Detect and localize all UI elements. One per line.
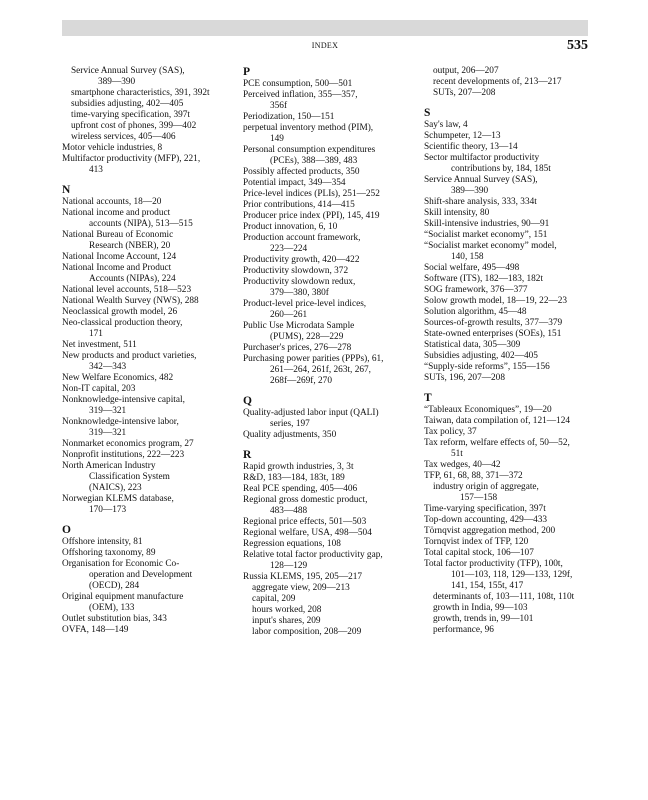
index-entry-line: Product-level price-level indices,	[243, 299, 367, 309]
index-entry	[243, 528, 419, 539]
section-letter-p: P	[243, 66, 251, 78]
index-entry-line: National income and product	[62, 208, 171, 218]
index-subentry	[424, 614, 590, 625]
index-entry-line: Total factor productivity (TFP), 100t,	[424, 559, 563, 569]
index-entry	[243, 222, 419, 233]
index-entry	[424, 131, 590, 142]
section-letter-o: O	[62, 524, 71, 536]
index-entry-line: National Wealth Survey (NWS), 288	[62, 296, 199, 306]
index-entry-line: 483—488	[270, 506, 308, 516]
index-entry	[243, 572, 419, 583]
index-entry-line: Relative total factor productivity gap,	[243, 550, 383, 560]
index-entry-line: Productivity growth, 420—422	[243, 255, 360, 265]
index-subentry	[243, 616, 419, 627]
index-entry-line: upfront cost of phones, 399—402	[71, 121, 197, 131]
index-entry	[424, 515, 590, 526]
index-entry	[424, 438, 590, 460]
index-entry-line: “Socialist market economy” model,	[424, 241, 557, 251]
index-entry	[62, 439, 238, 450]
index-entry	[424, 559, 590, 592]
index-entry	[62, 318, 238, 340]
index-entry	[424, 208, 590, 219]
index-entry-line: Total capital stock, 106—107	[424, 548, 534, 558]
running-head	[62, 38, 588, 58]
index-entry-line: performance, 96	[433, 625, 494, 635]
index-entry	[243, 178, 419, 189]
index-entry-line: series, 197	[270, 419, 310, 429]
index-entry-line: Sector multifactor productivity	[424, 153, 540, 163]
index-entry-line: Non-IT capital, 203	[62, 384, 136, 394]
index-entry-line: (PCEs), 388—389, 483	[270, 156, 358, 166]
page-number: 535	[567, 38, 588, 53]
index-entry	[62, 230, 238, 252]
index-entry-line: subsidies adjusting, 402—405	[71, 99, 184, 109]
section-letter-n: N	[62, 184, 71, 196]
index-entry-line: Public Use Microdata Sample	[243, 321, 355, 331]
index-entry-line: wireless services, 405—406	[71, 132, 176, 142]
index-entry-line: Multifactor productivity (MFP), 221,	[62, 154, 201, 164]
index-entry-line: 157—158	[460, 493, 498, 503]
section-letter-q: Q	[243, 395, 252, 407]
index-entry-line: Norwegian KLEMS database,	[62, 494, 174, 504]
index-entry	[243, 484, 419, 495]
index-entry-line: Sources-of-growth results, 377—379	[424, 318, 563, 328]
index-entry	[62, 285, 238, 296]
index-entry-line: Periodization, 150—151	[243, 112, 335, 122]
index-entry	[62, 614, 238, 625]
index-entry-line: Perceived inflation, 355—357,	[243, 90, 358, 100]
index-subentry	[243, 594, 419, 605]
index-entry	[424, 318, 590, 329]
index-entry	[62, 351, 238, 373]
index-subentry	[424, 66, 590, 77]
index-entry-line: 101—103, 118, 129—133, 129f,	[451, 570, 573, 580]
index-entry	[62, 296, 238, 307]
index-entry-line: Neo-classical production theory,	[62, 318, 183, 328]
index-entry-line: contributions by, 184, 185t	[451, 164, 551, 174]
index-entry-line: Service Annual Survey (SAS),	[71, 66, 185, 76]
index-entry	[62, 143, 238, 154]
index-entry	[424, 296, 590, 307]
index-entry-line: Statistical data, 305—309	[424, 340, 521, 350]
index-entry	[243, 462, 419, 473]
index-subentry	[62, 66, 238, 88]
index-entry-line: National Bureau of Economic	[62, 230, 174, 240]
index-entry	[243, 266, 419, 277]
index-entry-line: National accounts, 18—20	[62, 197, 162, 207]
index-entry-line: time-varying specification, 397t	[71, 110, 191, 120]
index-entry-line: perpetual inventory method (PIM),	[243, 123, 374, 133]
section-letter-s: S	[424, 107, 431, 119]
index-entry-line: Russia KLEMS, 195, 205—217	[243, 572, 363, 582]
index-subentry	[243, 605, 419, 616]
index-entry	[243, 90, 419, 112]
index-entry-line: 389—390	[98, 77, 136, 87]
index-entry-line: Tax reform, welfare effects of, 50—52,	[424, 438, 570, 448]
index-entry-line: Price-level indices (PLIs), 251—252	[243, 189, 380, 199]
index-entry	[424, 548, 590, 559]
index-entry-line: North American Industry	[62, 461, 156, 471]
index-entry-line: New products and product varieties,	[62, 351, 197, 361]
index-entry-line: 170—173	[89, 505, 127, 515]
index-entry	[62, 340, 238, 351]
index-entry-line: operation and Development	[89, 570, 193, 580]
index-entry	[243, 145, 419, 167]
index-entry	[243, 167, 419, 178]
index-entry-line: Research (NBER), 20	[89, 241, 171, 251]
index-entry	[424, 416, 590, 427]
index-entry-line: (OEM), 133	[89, 603, 135, 613]
index-entry-line: State-owned enterprises (SOEs), 151	[424, 329, 562, 339]
index-entry-line: Scientific theory, 13—14	[424, 142, 518, 152]
index-entry-line: 223—224	[270, 244, 308, 254]
index-entry-line: 389—390	[451, 186, 489, 196]
index-entry-line: 261—264, 261f, 263t, 267,	[270, 365, 371, 375]
index-entry-line: Shift-share analysis, 333, 334t	[424, 197, 537, 207]
index-entry-line: Nonknowledge-intensive capital,	[62, 395, 185, 405]
index-entry	[62, 494, 238, 516]
index-entry	[424, 120, 590, 131]
index-entry	[62, 252, 238, 263]
index-entry	[62, 625, 238, 636]
index-entry-line: Solow growth model, 18—19, 22—23	[424, 296, 568, 306]
index-entry	[424, 263, 590, 274]
index-entry	[243, 550, 419, 572]
index-subentry	[424, 482, 590, 504]
index-entry	[424, 405, 590, 416]
index-entry-line: Skill-intensive industries, 90—91	[424, 219, 550, 229]
index-entry	[62, 461, 238, 494]
index-entry-line: 356f	[270, 101, 288, 111]
index-entry-line: R&D, 183—184, 183t, 189	[243, 473, 345, 483]
index-entry-line: National level accounts, 518—523	[62, 285, 192, 295]
index-entry-line: Software (ITS), 182—183, 182t	[424, 274, 544, 284]
index-entry-line: New Welfare Economics, 482	[62, 373, 174, 383]
index-entry	[62, 307, 238, 318]
index-entry	[243, 473, 419, 484]
index-entry	[424, 526, 590, 537]
index-entry	[243, 299, 419, 321]
index-entry-line: 379—380, 380f	[270, 288, 329, 298]
index-entry-line: Personal consumption expenditures	[243, 145, 376, 155]
index-entry-line: 260—261	[270, 310, 308, 320]
index-entry	[243, 354, 419, 387]
index-entry-line: 141, 154, 155t, 417	[451, 581, 524, 591]
index-entry-line: Production account framework,	[243, 233, 361, 243]
index-entry-line: Organisation for Economic Co-	[62, 559, 180, 569]
index-entry-line: Tax policy, 37	[424, 427, 477, 437]
index-entry-line: 342—343	[89, 362, 127, 372]
index-entry-line: “Tableaux Economiques”, 19—20	[424, 405, 552, 415]
index-entry	[424, 307, 590, 318]
index-entry-line: Offshoring taxonomy, 89	[62, 548, 156, 558]
index-entry	[62, 384, 238, 395]
index-entry	[62, 537, 238, 548]
index-subentry	[424, 592, 590, 603]
index-column-3	[424, 66, 590, 636]
index-entry-line: recent developments of, 213—217	[433, 77, 562, 87]
index-entry-line: Product innovation, 6, 10	[243, 222, 338, 232]
header-bar	[62, 20, 588, 36]
index-entry	[243, 255, 419, 266]
index-subentry	[243, 583, 419, 594]
index-subentry	[62, 99, 238, 110]
index-entry	[62, 450, 238, 461]
index-entry	[424, 274, 590, 285]
index-entry-line: 319—321	[89, 428, 127, 438]
index-entry	[243, 408, 419, 430]
index-entry	[243, 517, 419, 528]
index-entry	[424, 219, 590, 230]
running-head-title: INDEX	[311, 41, 339, 50]
index-column-1	[62, 66, 238, 636]
index-column-2	[243, 66, 419, 638]
index-entry-line: Rapid growth industries, 3, 3t	[243, 462, 354, 472]
index-entry-line: 149	[270, 134, 284, 144]
index-entry-line: Social welfare, 495—498	[424, 263, 520, 273]
index-entry	[243, 343, 419, 354]
index-entry-line: Original equipment manufacture	[62, 592, 184, 602]
index-entry-line: 413	[89, 165, 103, 175]
index-entry-line: Schumpeter, 12—13	[424, 131, 501, 141]
index-entry-line: 51t	[451, 449, 463, 459]
index-subentry	[62, 88, 238, 99]
index-entry-line: Taiwan, data compilation of, 121—124	[424, 416, 570, 426]
index-entry	[62, 197, 238, 208]
index-entry-line: Nonknowledge-intensive labor,	[62, 417, 179, 427]
index-entry	[62, 592, 238, 614]
index-entry	[424, 153, 590, 175]
index-entry-line: Purchasing power parities (PPPs), 61,	[243, 354, 384, 364]
index-entry	[62, 263, 238, 285]
index-entry-line: Potential impact, 349—354	[243, 178, 346, 188]
index-entry-line: “Supply-side reforms”, 155—156	[424, 362, 550, 372]
index-entry-line: Classification System	[89, 472, 170, 482]
index-entry-line: smartphone characteristics, 391, 392t	[71, 88, 210, 98]
index-entry-line: industry origin of aggregate,	[433, 482, 539, 492]
index-entry-line: Regional price effects, 501—503	[243, 517, 367, 527]
index-entry-line: Outlet substitution bias, 343	[62, 614, 167, 624]
index-entry-line: Producer price index (PPI), 145, 419	[243, 211, 380, 221]
section-letter-r: R	[243, 449, 252, 461]
index-entry-line: (NAICS), 223	[89, 483, 142, 493]
index-entry-line: Real PCE spending, 405—406	[243, 484, 358, 494]
index-entry-line: Motor vehicle industries, 8	[62, 143, 163, 153]
index-entry-line: 140, 158	[451, 252, 484, 262]
index-entry	[62, 417, 238, 439]
index-entry	[424, 351, 590, 362]
index-entry	[62, 154, 238, 176]
index-entry-line: Top-down accounting, 429—433	[424, 515, 548, 525]
index-entry	[243, 321, 419, 343]
index-entry-line: capital, 209	[252, 594, 296, 604]
index-entry-line: TFP, 61, 68, 88, 371—372	[424, 471, 523, 481]
index-entry	[243, 79, 419, 90]
index-entry-line: PCE consumption, 500—501	[243, 79, 353, 89]
index-entry-line: Quality-adjusted labor input (QALI)	[243, 408, 379, 418]
index-entry-line: Time-varying specification, 397t	[424, 504, 546, 514]
index-entry	[62, 208, 238, 230]
index-entry	[243, 211, 419, 222]
index-subentry	[424, 88, 590, 99]
index-entry-line: Solution algorithm, 45—48	[424, 307, 527, 317]
index-entry	[424, 537, 590, 548]
index-entry-line: Tornqvist index of TFP, 120	[424, 537, 529, 547]
index-entry-line: determinants of, 103—111, 108t, 110t	[433, 592, 575, 602]
index-entry	[62, 373, 238, 384]
index-entry	[424, 373, 590, 384]
index-entry	[243, 200, 419, 211]
index-subentry	[62, 110, 238, 121]
index-entry-line: Productivity slowdown redux,	[243, 277, 356, 287]
index-entry-line: hours worked, 208	[252, 605, 322, 615]
index-entry	[243, 277, 419, 299]
index-entry	[424, 504, 590, 515]
index-entry-line: (OECD), 284	[89, 581, 140, 591]
index-entry-line: Quality adjustments, 350	[243, 430, 337, 440]
index-entry	[243, 123, 419, 145]
index-entry-line: Törnqvist aggregation method, 200	[424, 526, 556, 536]
index-subentry	[62, 132, 238, 143]
index-entry	[243, 233, 419, 255]
index-entry-line: aggregate view, 209—213	[252, 583, 350, 593]
index-entry	[424, 175, 590, 197]
index-subentry	[62, 121, 238, 132]
index-entry-line: Regional gross domestic product,	[243, 495, 368, 505]
index-entry-line: Nonmarket economics program, 27	[62, 439, 194, 449]
index-entry	[424, 362, 590, 373]
index-subentry	[424, 603, 590, 614]
index-entry-line: 268f—269f, 270	[270, 376, 332, 386]
index-entry	[62, 548, 238, 559]
index-entry-line: labor composition, 208—209	[252, 627, 362, 637]
index-entry-line: Tax wedges, 40—42	[424, 460, 501, 470]
index-entry-line: “Socialist market economy”, 151	[424, 230, 548, 240]
index-entry-line: 171	[89, 329, 103, 339]
index-entry	[243, 112, 419, 123]
index-entry	[424, 460, 590, 471]
index-entry	[424, 285, 590, 296]
index-entry-line: accounts (NIPA), 513—515	[89, 219, 193, 229]
index-entry-line: Productivity slowdown, 372	[243, 266, 349, 276]
index-entry-line: Prior contributions, 414—415	[243, 200, 355, 210]
index-entry	[424, 340, 590, 351]
index-entry	[424, 471, 590, 482]
index-entry	[62, 395, 238, 417]
index-entry-line: Skill intensity, 80	[424, 208, 490, 218]
index-entry	[243, 495, 419, 517]
index-entry-line: National Income Account, 124	[62, 252, 177, 262]
index-entry-line: SUTs, 196, 207—208	[424, 373, 505, 383]
index-entry-line: Nonprofit institutions, 222—223	[62, 450, 185, 460]
index-entry-line: growth in India, 99—103	[433, 603, 528, 613]
index-entry	[424, 142, 590, 153]
index-subentry	[424, 625, 590, 636]
index-entry-line: growth, trends in, 99—101	[433, 614, 534, 624]
index-entry	[243, 430, 419, 441]
index-entry	[424, 241, 590, 263]
index-entry-line: Possibly affected products, 350	[243, 167, 360, 177]
index-entry-line: 319—321	[89, 406, 127, 416]
index-entry	[62, 559, 238, 592]
index-entry	[424, 230, 590, 241]
index-entry-line: SUTs, 207—208	[433, 88, 496, 98]
index-entry-line: SOG framework, 376—377	[424, 285, 528, 295]
index-subentry	[424, 77, 590, 88]
section-letter-t: T	[424, 392, 432, 404]
index-entry-line: National Income and Product	[62, 263, 172, 273]
index-entry	[424, 197, 590, 208]
index-entry-line: Service Annual Survey (SAS),	[424, 175, 538, 185]
index-entry-line: (PUMS), 228—229	[270, 332, 344, 342]
index-entry-line: output, 206—207	[433, 66, 499, 76]
index-entry-line: Regression equations, 108	[243, 539, 341, 549]
index-entry-line: Net investment, 511	[62, 340, 137, 350]
index-entry	[243, 189, 419, 200]
index-entry	[424, 427, 590, 438]
index-entry-line: Purchaser's prices, 276—278	[243, 343, 352, 353]
index-entry-line: OVFA, 148—149	[62, 625, 129, 635]
index-entry-line: Subsidies adjusting, 402—405	[424, 351, 538, 361]
index-entry	[424, 329, 590, 340]
index-entry-line: Neoclassical growth model, 26	[62, 307, 178, 317]
index-subentry	[243, 627, 419, 638]
index-entry-line: Accounts (NIPAs), 224	[89, 274, 176, 284]
index-entry-line: Say's law, 4	[424, 120, 468, 130]
index-entry-line: Regional welfare, USA, 498—504	[243, 528, 372, 538]
index-entry	[243, 539, 419, 550]
index-entry-line: Offshore intensity, 81	[62, 537, 143, 547]
index-entry-line: input's shares, 209	[252, 616, 321, 626]
index-entry-line: 128—129	[270, 561, 308, 571]
